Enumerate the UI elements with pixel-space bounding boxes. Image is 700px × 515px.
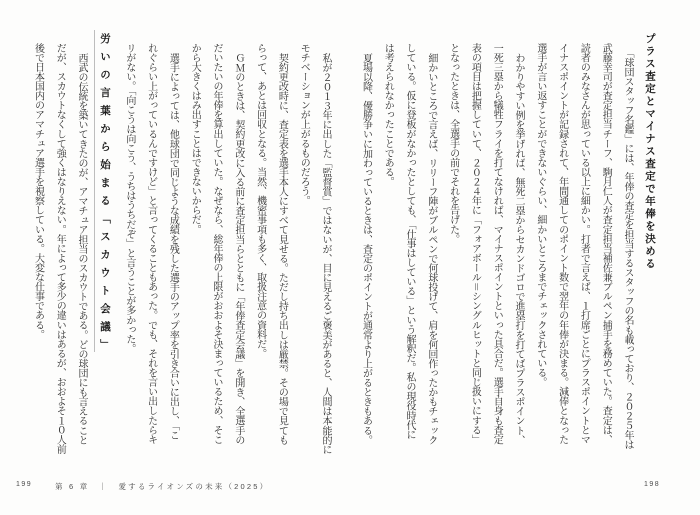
text-column: は考えられなかったことである。 [382, 43, 394, 187]
text-column: 一死三塁から犠牲フライを打てなければ、マイナスポイントといった具合だ。選手自身も査定 [491, 43, 503, 445]
text-column: 後で日本国内のアマチュア選手を視察している。大変な仕事である。 [32, 43, 44, 340]
text-column: 西武の伝統を築いてきたのが、アマチュア担当のスカウトである。どの球団にも言えること [76, 53, 88, 445]
left-page-text-flow [27, 33, 336, 457]
text-column: らって、あとは回収となる。当然、機密事項も多く、取扱注意の資料だ。 [254, 43, 266, 359]
left-page-section-heading: 労いの言葉から始まる「スカウト会議」 [99, 33, 112, 357]
text-column: モチベーションが上がるものだろう。 [298, 43, 310, 206]
text-column: だが、スカウトなくして強くはなりえない。年によって多少の違いはあるが、おおよそ１０人前 [54, 43, 66, 454]
text-column: ＧＭのときは、契約更改に入る前に査定担当らとともに「年俸査定会議」を開き、全選手の [232, 53, 244, 445]
text-column: れぐらい上がっているんですけど」と言ってくることもあった。でも、それを言い出したらキ [145, 43, 157, 445]
text-column: 表の項目は把握していて、２０２４年に「フォアボール＝シングルヒットと同じ扱いにする」 [469, 43, 481, 445]
text-column: 読者のみなさんが思っている以上に細かい。打者で言えば、１打席ごとにプラスポイントとマ [578, 43, 590, 445]
text-column: 選手によっては、他球団で同じような成績を残した選手のアップ率を引き合いに出し、「こ [167, 53, 179, 440]
text-column: 選手が言い返すことができないぐらい、細かいところまでチェックされている。 [534, 43, 546, 387]
text-column: 契約更改時に、査定表を選手本人にすべて見せる。ただし持ち出しは厳禁。その場で見ても [276, 53, 288, 445]
heading-rule-divider [94, 30, 95, 352]
text-column: だいたいの年俸を算出していた。なぜなら、総年俸の上限がおおよそ決まっているため、そこ [211, 43, 223, 445]
text-column: イナスポイントが記録されて、年間通してのポイント数で翌年の年俸が決まる。減俸となった [556, 43, 568, 445]
text-column: 夏場以降、優勝争いに加わっているときは、査定のポイントが通常より上がるときもある。 [360, 53, 372, 445]
text-column: リがない。「向こうは向こう、うちはうちだぞ」と言うことが多かった。 [123, 43, 135, 354]
page-number-left: 199 [16, 481, 33, 488]
text-column: 細かいところで言えば、リリーフ陣がブルペンで何球投げて、肩を何回作ったかもチェック [425, 53, 437, 445]
page-number-right: 198 [644, 481, 661, 488]
text-column: 武藤幸司が査定担当チーフ、駒月仁人が査定担当補佐兼ブルペン捕手を務めていた。査定は、 [600, 43, 612, 445]
text-column: となったときは、全選手の前でそれを告げた。 [447, 43, 459, 244]
chapter-running-title: 第 6 章 ｜ 愛するライオンズの未来（2025） [55, 482, 270, 491]
right-page-section-heading: プラス査定とマイナス査定で年俸を決める [644, 33, 656, 271]
text-column: 「球団スタッフ名鑑」には、年俸の査定を担当するスタッフの名も載っており、２０２５年は [622, 48, 633, 450]
text-column: している。仮に登板がなかったとしても、「仕事はしている」という解釈だ。私の現役時代に [404, 43, 416, 440]
text-column: わかりやすい例を挙げれば、無死二塁からセカンドゴロで進塁打を打てばプラスポイント、 [513, 53, 525, 445]
text-column: 私が２０１３年に出した「監督賞」ではないが、目に見えるご褒美があると、人間は本能的に [320, 53, 331, 455]
text-column: から大きくはみ出すことはできないからだ。 [189, 43, 201, 235]
right-page-text-flow [355, 33, 662, 457]
